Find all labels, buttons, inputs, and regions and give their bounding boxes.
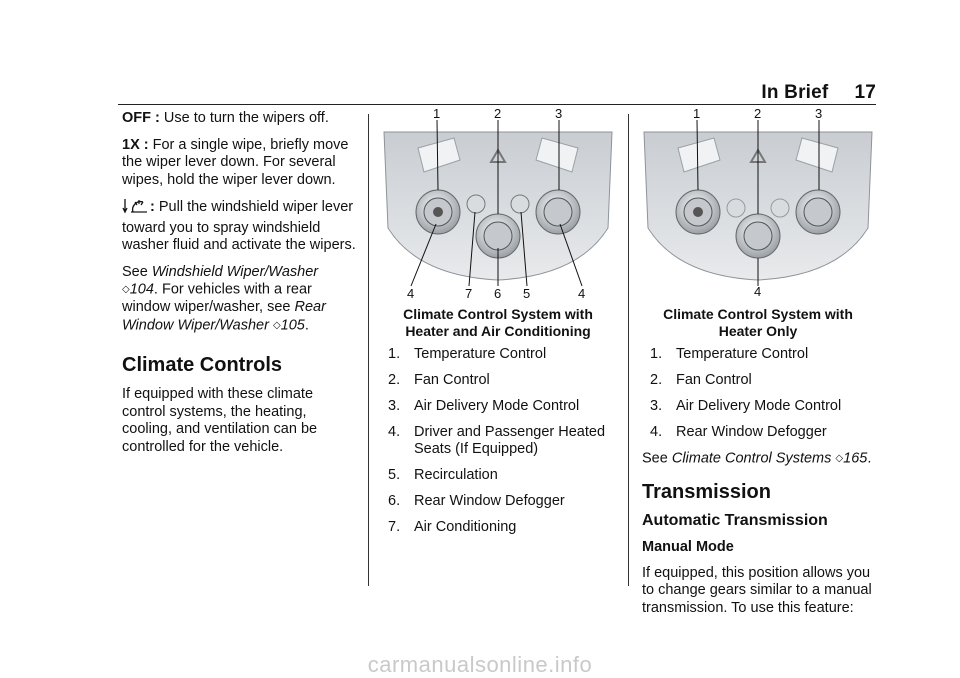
washer-icon xyxy=(122,198,150,220)
list-item: 1. Temperature Control xyxy=(650,346,809,362)
figure-callout-4a: 4 xyxy=(407,286,415,301)
page-ref-arrow-icon: ◇ xyxy=(122,284,130,295)
washer-paragraph: : Pull the windshield wiper lever toward you to spray windshield washer fluid and activate the wipers. xyxy=(122,199,356,253)
header-rule xyxy=(118,104,876,105)
one-x-text: For a single wipe, briefly move the wiper lever down. For several wipes, hold the wiper lever down. xyxy=(122,136,349,188)
figure-callout-3: 3 xyxy=(815,106,823,121)
link-climate-control-systems[interactable]: Climate Control Systems xyxy=(671,450,832,467)
one-x-label: 1X : xyxy=(122,136,149,153)
right-column xyxy=(642,346,878,626)
left-column xyxy=(122,110,358,465)
heater-only-legend-list xyxy=(650,346,878,441)
link-windshield-wiper[interactable]: Windshield Wiper/Washer xyxy=(151,263,319,280)
transmission-heading: Transmission xyxy=(642,481,771,504)
climate-body: If equipped with these climate control systems, the heating, cooling, and ventilation can be controlled for the vehicle. xyxy=(122,386,318,455)
figure-caption-heater-only xyxy=(638,306,878,340)
figure-heater-only xyxy=(638,108,878,304)
page-ref-arrow-icon: ◇ xyxy=(835,453,844,464)
page-ref-165[interactable]: 165 xyxy=(843,450,868,467)
list-item: 4. Rear Window Defogger xyxy=(650,424,827,440)
caption-line-1: Climate Control System with xyxy=(403,306,593,322)
off-text: Use to turn the wipers off. xyxy=(163,110,329,126)
list-item: 2. Fan Control xyxy=(650,372,752,388)
off-paragraph xyxy=(122,110,358,128)
page-ref-105[interactable]: 105 xyxy=(280,317,305,334)
page-ref-104[interactable]: 104 xyxy=(129,281,154,298)
list-item: 1. Temperature Control xyxy=(388,346,547,362)
see-also-paragraph: See Windshield Wiper/Washer ◇104. For vehicles with a rear window wiper/washer, see Rear Window Wiper/Washer ◇105. xyxy=(122,263,326,334)
caption-line-2: Heater Only xyxy=(718,323,798,339)
link-rear-wiper[interactable]: Rear Window Wiper/Washer xyxy=(122,299,326,334)
figure-callout-2: 2 xyxy=(494,106,502,121)
off-label: OFF : xyxy=(122,110,160,126)
manual-mode-body: If equipped, this position allows you to change gears similar to a manual transmission. To use this feature: xyxy=(642,564,872,616)
figure-callout-1: 1 xyxy=(433,106,441,121)
figure-callout-3: 3 xyxy=(555,106,563,121)
automatic-transmission-heading: Automatic Transmission xyxy=(642,511,828,529)
list-item: 3. Air Delivery Mode Control xyxy=(388,398,580,414)
manual-mode-heading: Manual Mode xyxy=(642,539,734,556)
see-also-climate: See Climate Control Systems ◇165. xyxy=(642,450,872,467)
page-number: 17 xyxy=(854,82,876,103)
climate-controls-heading: Climate Controls xyxy=(122,353,283,376)
watermark: carmanualsonline.info xyxy=(367,652,593,677)
figure-caption-heater-ac xyxy=(378,306,618,340)
heater-ac-legend-list xyxy=(388,346,620,545)
one-x-paragraph xyxy=(122,137,358,190)
section-title: In Brief xyxy=(761,82,829,103)
see-middle-text: For vehicles with a rear window wiper/washer, see xyxy=(122,281,312,316)
list-item: 2. Fan Control xyxy=(388,372,490,388)
figure-callout-2: 2 xyxy=(754,106,762,121)
page-header xyxy=(761,82,876,104)
list-item: 5. Recirculation xyxy=(388,467,498,483)
page-ref-arrow-icon: ◇ xyxy=(272,319,281,331)
figure-callout-4: 4 xyxy=(754,284,762,299)
list-item: 7. Air Conditioning xyxy=(388,519,517,535)
figure-callout-6: 6 xyxy=(494,286,502,301)
list-item: 6. Rear Window Defogger xyxy=(388,493,565,509)
washer-text: Pull the windshield wiper lever toward you to spray windshield washer fluid and activate the wipers. xyxy=(122,199,356,253)
figure-callout-4b: 4 xyxy=(578,286,586,301)
column-divider-right xyxy=(628,114,629,586)
list-item: 3. Air Delivery Mode Control xyxy=(650,398,842,414)
column-divider-left xyxy=(368,114,369,586)
list-item: 4. Driver and Passenger Heated Seats (If Equipped) xyxy=(388,424,606,457)
see-prefix: See xyxy=(122,263,148,280)
figure-callout-7: 7 xyxy=(465,286,473,301)
figure-callout-1: 1 xyxy=(693,106,701,121)
figure-callout-5: 5 xyxy=(523,286,531,301)
figure-heater-ac xyxy=(378,108,618,304)
caption-line-2: Heater and Air Conditioning xyxy=(405,323,591,339)
see-prefix: See xyxy=(642,450,668,467)
caption-line-1: Climate Control System with xyxy=(663,306,853,322)
